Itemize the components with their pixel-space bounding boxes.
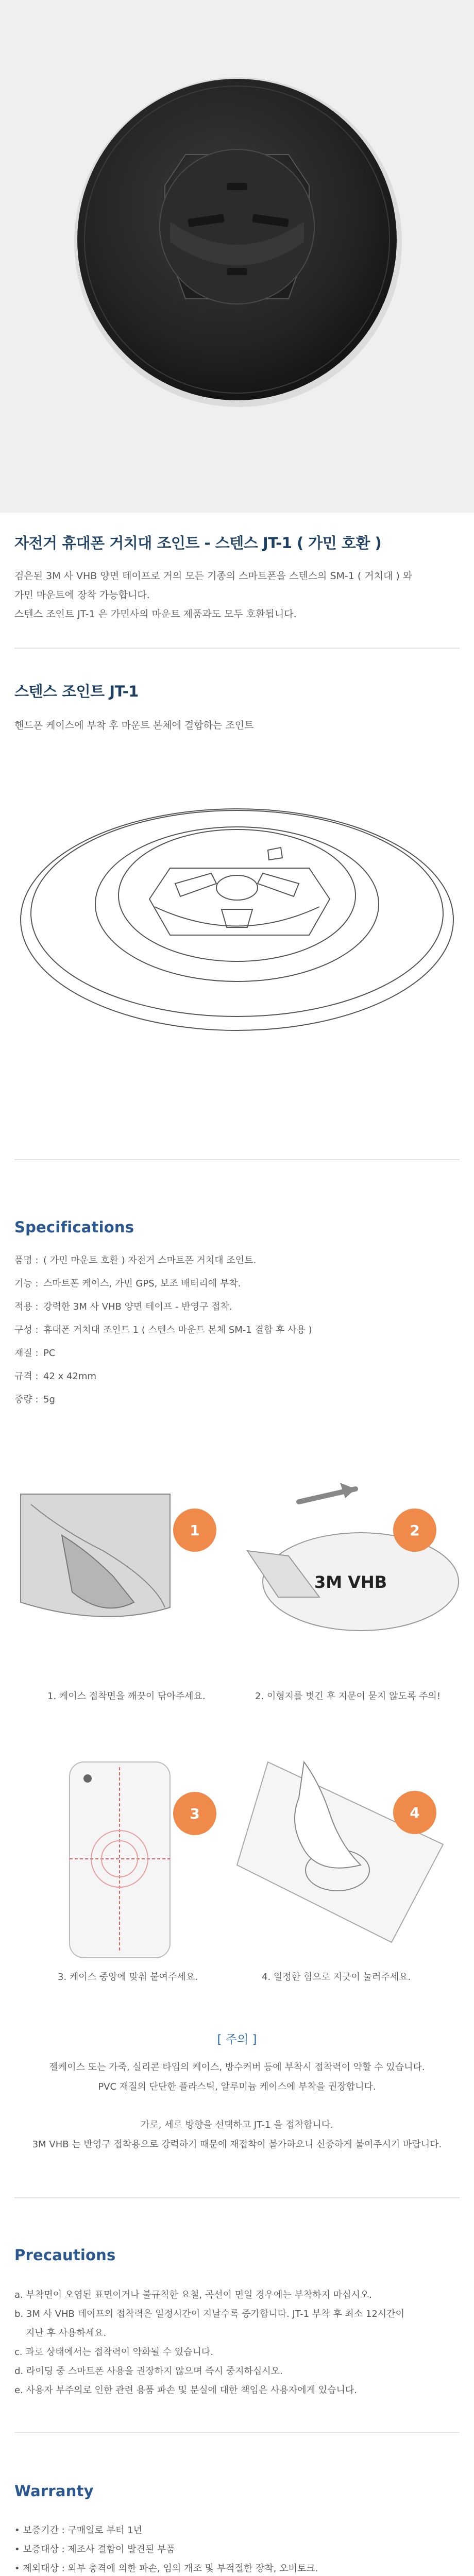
step-caption: 1. 케이스 접착면을 깨끗이 닦아주세요. [47,1691,206,1702]
specifications-heading: Specifications [14,1218,134,1236]
hero-product-photo [0,0,474,513]
spec-row: 재질 : PC [14,1348,56,1359]
spec-row: 기능 : 스마트폰 케이스, 가민 GPS, 보조 배터리에 부착. [14,1278,241,1289]
caution-title: [ 주의 ] [217,2033,257,2046]
intro-line: 스텐스 조인트 JT-1 은 가민사의 마운트 제품과도 모두 호환됩니다. [14,608,297,620]
spec-row: 적용 : 강력한 3M 사 VHB 양면 테이프 - 반영구 접착. [14,1301,232,1312]
vhb-label: 3M VHB [314,1572,387,1592]
product-intro [14,567,458,624]
joint-product-image [0,0,474,513]
precaution-item: 지난 후 사용하세요. [26,2328,107,2338]
product-title: 자전거 휴대폰 거치대 조인트 - 스텐스 JT-1 ( 가민 호환 ) [14,534,382,552]
precaution-item: b. 3M 사 VHB 테이프의 접착력은 일정시간이 지날수록 증가합니다. JT-1 부착 후 최소 12시간이 [14,2309,404,2319]
joint-line-drawing [0,750,474,1110]
step-2-illustration [247,1483,459,1631]
precautions-heading: Precautions [14,2246,116,2264]
divider [14,648,460,649]
intro-line: 검은된 3M 사 VHB 양면 테이프로 거의 모든 기종의 스마트폰을 스텐스의 SM-1 ( 거치대 ) 와 [14,570,413,582]
caution-line: 3M VHB 는 반영구 접착용으로 강력하기 때문에 재접착이 불가하오니 신중하게 붙여주시기 바랍니다. [32,2139,442,2150]
warranty-item: • 보증대상 : 제조사 결함이 발견된 부품 [14,2544,175,2555]
divider [14,1159,460,1160]
divider [14,2432,460,2433]
divider [14,2197,460,2198]
step-number: 3 [190,1805,200,1822]
precaution-item: d. 라이딩 중 스마트폰 사용을 권장하지 않으며 즉시 중지하십시오. [14,2366,283,2377]
step-number: 1 [190,1522,200,1539]
precaution-item: c. 과로 상태에서는 접착력이 약화될 수 있습니다. [14,2347,214,2358]
spec-row: 구성 : 휴대폰 거치대 조인트 1 ( 스텐스 마운트 본체 SM-1 결합 후 사용 ) [14,1325,312,1335]
spec-row: 중량 : 5g [14,1394,55,1405]
step-3-illustration [70,1762,216,1958]
step-number: 4 [410,1804,420,1821]
spec-row: 품명 : ( 가민 마운트 호환 ) 자전거 스마트폰 거치대 조인트. [14,1255,257,1266]
warranty-item: • 제외대상 : 외부 충격에 의한 파손, 임의 개조 및 부적절한 장착, 오버토크. [14,2563,318,2574]
intro-line: 가민 마운트에 장착 가능합니다. [14,589,150,601]
precaution-item: e. 사용자 부주의로 인한 관련 용품 파손 및 분실에 대한 책임은 사용자에게 있습니다. [14,2385,357,2396]
warranty-heading: Warranty [14,2482,94,2500]
step-1-illustration [21,1494,216,1617]
caution-line: 가로, 세로 방향을 선택하고 JT-1 을 접착합니다. [141,2120,333,2130]
spec-row: 규격 : 42 x 42mm [14,1371,96,1382]
step-caption: 3. 케이스 중앙에 맞춰 붙여주세요. [58,1972,198,1982]
warranty-item: • 보증기간 : 구매일로 부터 1년 [14,2525,143,2536]
installation-steps-illustration [0,1473,474,1989]
caution-line: PVC 재질의 단단한 플라스틱, 알루미늄 케이스에 부착을 권장합니다. [98,2081,376,2092]
step-caption: 2. 이형지를 벗긴 후 지문이 묻지 않도록 주의! [255,1691,441,1702]
step-caption: 4. 일정한 힘으로 지긋이 눌러주세요. [262,1972,411,1982]
caution-line: 젤케이스 또는 가죽, 실리콘 타입의 케이스, 방수커버 등에 부착시 접착력이 약할 수 있습니다. [49,2062,425,2073]
joint-subtitle: 스텐스 조인트 JT-1 [14,683,139,700]
step-4-illustration [237,1762,443,1942]
joint-description: 핸드폰 케이스에 부착 후 마운트 본체에 결합하는 조인트 [14,720,254,731]
precaution-item: a. 부착면이 오염된 표면이거나 불규칙한 요철, 곡선이 면일 경우에는 부착하지 마십시오. [14,2290,372,2300]
step-number: 2 [410,1522,420,1539]
